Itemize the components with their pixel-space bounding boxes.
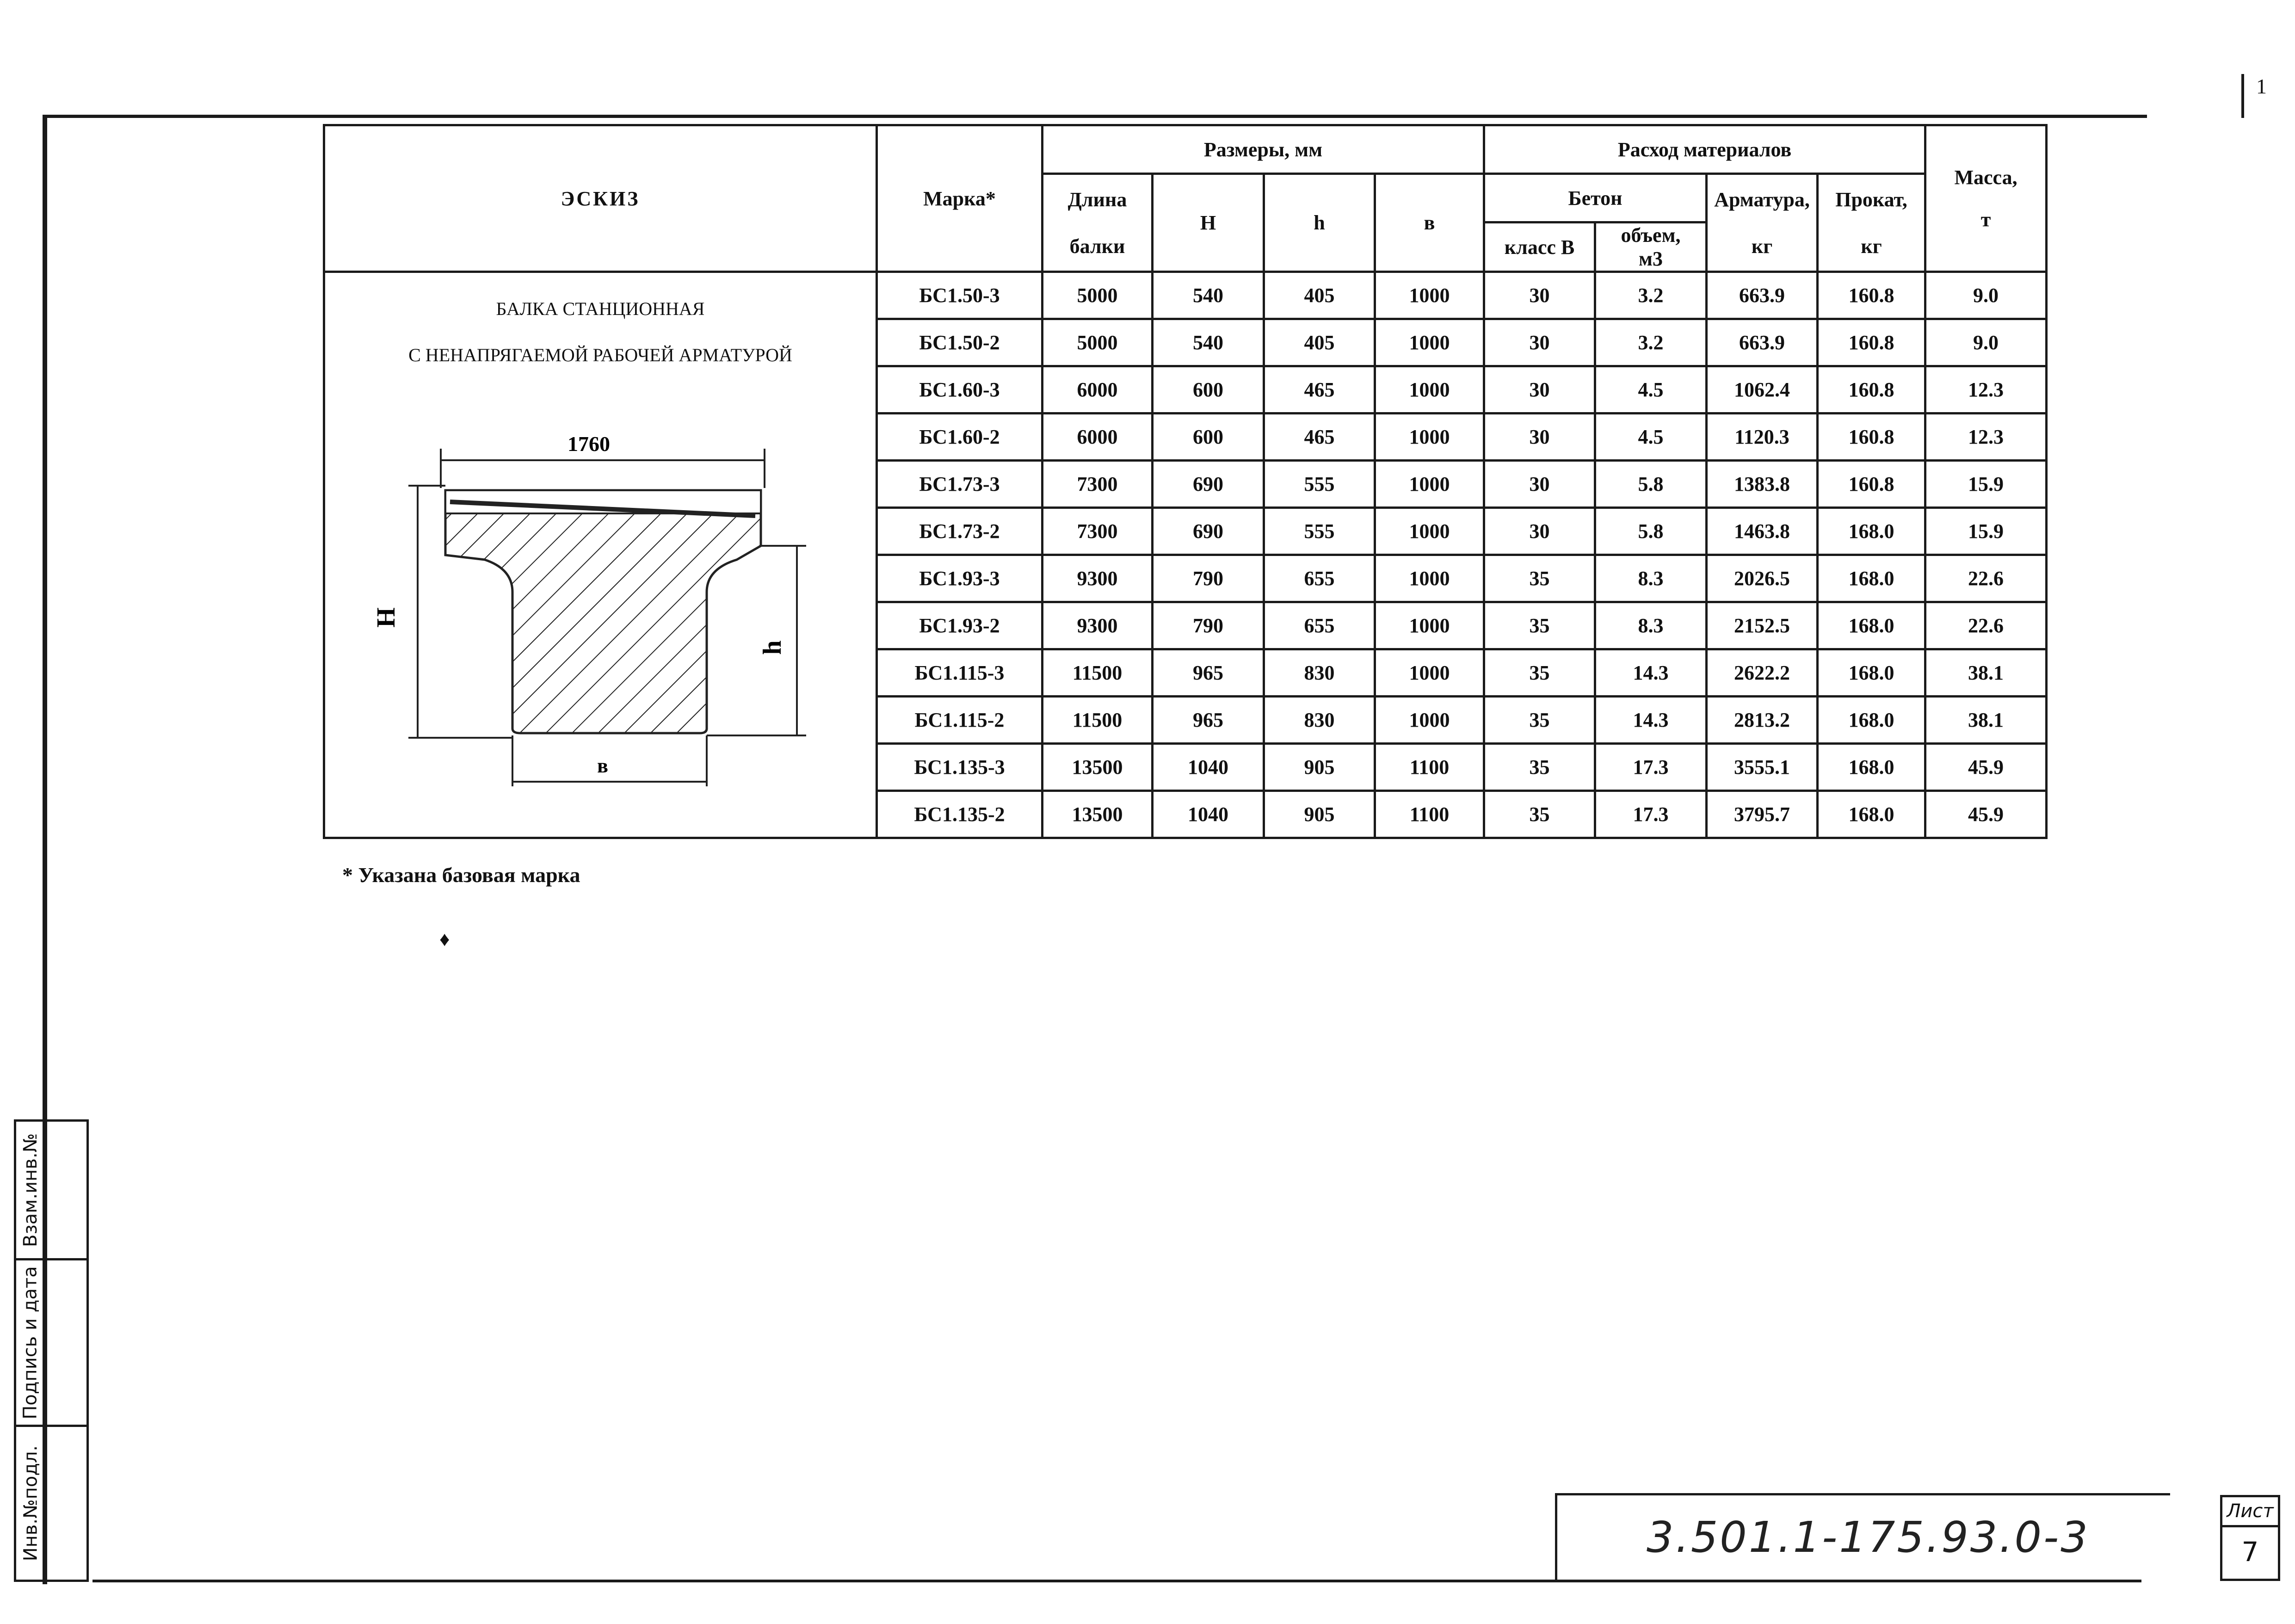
sheet-number-box	[2220, 1495, 2280, 1581]
cell-klass: 35	[1484, 649, 1595, 697]
cell-dlina: 9300	[1043, 555, 1153, 602]
cell-klass: 30	[1484, 508, 1595, 555]
stray-mark-icon: ♦	[439, 928, 450, 951]
header-rashod: Расход материалов	[1484, 125, 1925, 174]
sketch-title-line1: БАЛКА СТАНЦИОННАЯ	[496, 298, 705, 319]
stamp-divider	[45, 1425, 89, 1427]
header-prokat	[1818, 174, 1925, 272]
header-beton: Бетон	[1484, 174, 1707, 222]
dim-top-label: 1760	[568, 432, 610, 456]
frame-right-tick	[2241, 74, 2244, 118]
cell-prokat: 160.8	[1818, 366, 1925, 414]
cell-marka: БС1.73-3	[877, 461, 1043, 508]
cell-prokat: 168.0	[1818, 697, 1925, 744]
cell-marka: БС1.115-2	[877, 697, 1043, 744]
cell-obem: 4.5	[1595, 414, 1707, 461]
cell-armatura: 663.9	[1707, 272, 1818, 319]
cell-armatura: 663.9	[1707, 319, 1818, 366]
title-block-top-line	[1555, 1493, 2170, 1495]
header-obem	[1595, 222, 1707, 272]
stamp-inv-label: Инв.№подл.	[20, 1445, 41, 1562]
cell-dlina: 9300	[1043, 602, 1153, 649]
stamp-cell-inv	[16, 1427, 45, 1580]
stamp-cell-podpis	[16, 1260, 45, 1427]
header-dlina-line2: балки	[1069, 235, 1125, 258]
cell-h: 465	[1264, 366, 1375, 414]
corner-mark: 1	[2256, 74, 2267, 98]
cell-v: 1000	[1375, 414, 1484, 461]
sketch-title-line2: С НЕНАПРЯГАЕМОЙ РАБОЧЕЙ АРМАТУРОЙ	[408, 345, 792, 365]
header-massa-line1: Масса,	[1954, 166, 2017, 189]
beam-cross-section-sketch	[325, 273, 878, 837]
header-marka: Марка*	[877, 125, 1043, 272]
cell-h: 555	[1264, 461, 1375, 508]
cell-h: 555	[1264, 508, 1375, 555]
frame-top-line	[43, 115, 2147, 118]
cell-obem: 8.3	[1595, 555, 1707, 602]
cell-marka: БС1.73-2	[877, 508, 1043, 555]
cell-H: 1040	[1153, 791, 1264, 838]
cell-armatura: 2152.5	[1707, 602, 1818, 649]
cell-marka: БС1.50-3	[877, 272, 1043, 319]
header-eskiz: ЭСКИЗ	[324, 125, 877, 272]
cell-klass: 35	[1484, 744, 1595, 791]
header-obem-line2: м3	[1639, 247, 1663, 270]
cell-armatura: 2813.2	[1707, 697, 1818, 744]
cell-h: 405	[1264, 272, 1375, 319]
side-stamp	[14, 1119, 89, 1582]
cell-H: 690	[1153, 461, 1264, 508]
cell-dlina: 6000	[1043, 414, 1153, 461]
cell-h: 905	[1264, 744, 1375, 791]
cell-H: 540	[1153, 319, 1264, 366]
cell-armatura: 1383.8	[1707, 461, 1818, 508]
cell-armatura: 1120.3	[1707, 414, 1818, 461]
cell-obem: 4.5	[1595, 366, 1707, 414]
cell-obem: 5.8	[1595, 461, 1707, 508]
header-dlina	[1043, 174, 1153, 272]
cell-dlina: 11500	[1043, 649, 1153, 697]
cell-massa: 9.0	[1925, 319, 2047, 366]
cell-h: 655	[1264, 602, 1375, 649]
header-massa	[1925, 125, 2047, 272]
cell-klass: 35	[1484, 602, 1595, 649]
cell-massa: 45.9	[1925, 791, 2047, 838]
cell-prokat: 160.8	[1818, 272, 1925, 319]
cell-armatura: 1463.8	[1707, 508, 1818, 555]
stamp-vzam-label: Взам.инв.№	[20, 1133, 41, 1247]
cell-marka: БС1.93-3	[877, 555, 1043, 602]
header-prokat-line1: Прокат,	[1835, 188, 1907, 211]
cell-prokat: 160.8	[1818, 319, 1925, 366]
cell-klass: 35	[1484, 791, 1595, 838]
cell-klass: 30	[1484, 319, 1595, 366]
cell-massa: 9.0	[1925, 272, 2047, 319]
beam-spec-table	[323, 124, 2048, 839]
beam-section-shape	[445, 490, 761, 733]
dim-h-label: h	[758, 640, 787, 655]
cell-obem: 14.3	[1595, 697, 1707, 744]
cell-obem: 14.3	[1595, 649, 1707, 697]
cell-v: 1000	[1375, 697, 1484, 744]
cell-obem: 17.3	[1595, 791, 1707, 838]
cell-dlina: 5000	[1043, 272, 1153, 319]
cell-massa: 12.3	[1925, 414, 2047, 461]
cell-v: 1000	[1375, 602, 1484, 649]
cell-dlina: 11500	[1043, 697, 1153, 744]
sheet-number: 7	[2241, 1536, 2259, 1568]
header-armatura-line2: кг	[1751, 235, 1773, 258]
cell-h: 465	[1264, 414, 1375, 461]
cell-h: 655	[1264, 555, 1375, 602]
cell-massa: 22.6	[1925, 602, 2047, 649]
cell-armatura: 2622.2	[1707, 649, 1818, 697]
cell-marka: БС1.50-2	[877, 319, 1043, 366]
cell-h: 905	[1264, 791, 1375, 838]
cell-prokat: 160.8	[1818, 414, 1925, 461]
cell-massa: 12.3	[1925, 366, 2047, 414]
cell-obem: 8.3	[1595, 602, 1707, 649]
cell-v: 1000	[1375, 555, 1484, 602]
cell-H: 965	[1153, 649, 1264, 697]
cell-dlina: 7300	[1043, 508, 1153, 555]
cell-H: 790	[1153, 555, 1264, 602]
cell-marka: БС1.135-3	[877, 744, 1043, 791]
cell-v: 1000	[1375, 319, 1484, 366]
cell-obem: 3.2	[1595, 319, 1707, 366]
cell-H: 600	[1153, 414, 1264, 461]
header-v: в	[1375, 174, 1484, 272]
cell-v: 1000	[1375, 649, 1484, 697]
cell-h: 830	[1264, 697, 1375, 744]
header-prokat-line2: кг	[1861, 235, 1882, 258]
cell-H: 1040	[1153, 744, 1264, 791]
header-obem-line1: объем,	[1621, 224, 1681, 247]
cell-klass: 30	[1484, 366, 1595, 414]
stamp-label-column	[16, 1122, 45, 1580]
header-H: H	[1153, 174, 1264, 272]
cell-massa: 38.1	[1925, 649, 2047, 697]
cell-marka: БС1.60-2	[877, 414, 1043, 461]
cell-klass: 35	[1484, 555, 1595, 602]
cell-v: 1100	[1375, 744, 1484, 791]
cell-armatura: 2026.5	[1707, 555, 1818, 602]
header-h: h	[1264, 174, 1375, 272]
cell-massa: 38.1	[1925, 697, 2047, 744]
header-armatura-line1: Арматура,	[1714, 188, 1810, 211]
cell-v: 1000	[1375, 461, 1484, 508]
cell-massa: 45.9	[1925, 744, 2047, 791]
footnote: * Указана базовая марка	[342, 863, 580, 887]
sketch-cell	[324, 272, 877, 838]
cell-klass: 35	[1484, 697, 1595, 744]
dim-v-label: в	[597, 754, 608, 777]
cell-armatura: 1062.4	[1707, 366, 1818, 414]
cell-prokat: 168.0	[1818, 791, 1925, 838]
cell-dlina: 13500	[1043, 744, 1153, 791]
cell-H: 540	[1153, 272, 1264, 319]
cell-massa: 15.9	[1925, 508, 2047, 555]
stamp-cell-vzam	[16, 1122, 45, 1260]
sheet-label: Лист	[2222, 1497, 2278, 1527]
cell-marka: БС1.60-3	[877, 366, 1043, 414]
cell-massa: 22.6	[1925, 555, 2047, 602]
header-massa-line2: т	[1980, 208, 1991, 231]
cell-h: 830	[1264, 649, 1375, 697]
cell-prokat: 168.0	[1818, 555, 1925, 602]
cell-marka: БС1.115-3	[877, 649, 1043, 697]
cell-v: 1000	[1375, 272, 1484, 319]
cell-prokat: 168.0	[1818, 744, 1925, 791]
cell-massa: 15.9	[1925, 461, 2047, 508]
cell-v: 1000	[1375, 366, 1484, 414]
cell-obem: 5.8	[1595, 508, 1707, 555]
cell-dlina: 7300	[1043, 461, 1153, 508]
cell-prokat: 160.8	[1818, 461, 1925, 508]
document-code: 3.501.1-175.93.0-3	[1647, 1513, 2090, 1562]
cell-klass: 30	[1484, 414, 1595, 461]
dim-H-label: H	[372, 607, 401, 628]
cell-klass: 30	[1484, 461, 1595, 508]
cell-obem: 3.2	[1595, 272, 1707, 319]
cell-prokat: 168.0	[1818, 508, 1925, 555]
cell-dlina: 5000	[1043, 319, 1153, 366]
cell-prokat: 168.0	[1818, 649, 1925, 697]
cell-H: 790	[1153, 602, 1264, 649]
frame-bottom-line	[93, 1580, 2141, 1582]
cell-marka: БС1.135-2	[877, 791, 1043, 838]
header-razmery: Размеры, мм	[1043, 125, 1484, 174]
cell-armatura: 3555.1	[1707, 744, 1818, 791]
cell-v: 1000	[1375, 508, 1484, 555]
cell-H: 600	[1153, 366, 1264, 414]
title-block-left-line	[1555, 1493, 1557, 1581]
header-armatura	[1707, 174, 1818, 272]
cell-dlina: 13500	[1043, 791, 1153, 838]
cell-marka: БС1.93-2	[877, 602, 1043, 649]
cell-dlina: 6000	[1043, 366, 1153, 414]
cell-obem: 17.3	[1595, 744, 1707, 791]
cell-H: 690	[1153, 508, 1264, 555]
cell-H: 965	[1153, 697, 1264, 744]
cell-armatura: 3795.7	[1707, 791, 1818, 838]
stamp-podpis-label: Подпись и дата	[20, 1266, 42, 1420]
cell-v: 1100	[1375, 791, 1484, 838]
header-klass: класс В	[1484, 222, 1595, 272]
cell-h: 405	[1264, 319, 1375, 366]
header-dlina-line1: Длина	[1067, 188, 1127, 211]
stamp-divider	[45, 1258, 89, 1260]
cell-klass: 30	[1484, 272, 1595, 319]
cell-prokat: 168.0	[1818, 602, 1925, 649]
